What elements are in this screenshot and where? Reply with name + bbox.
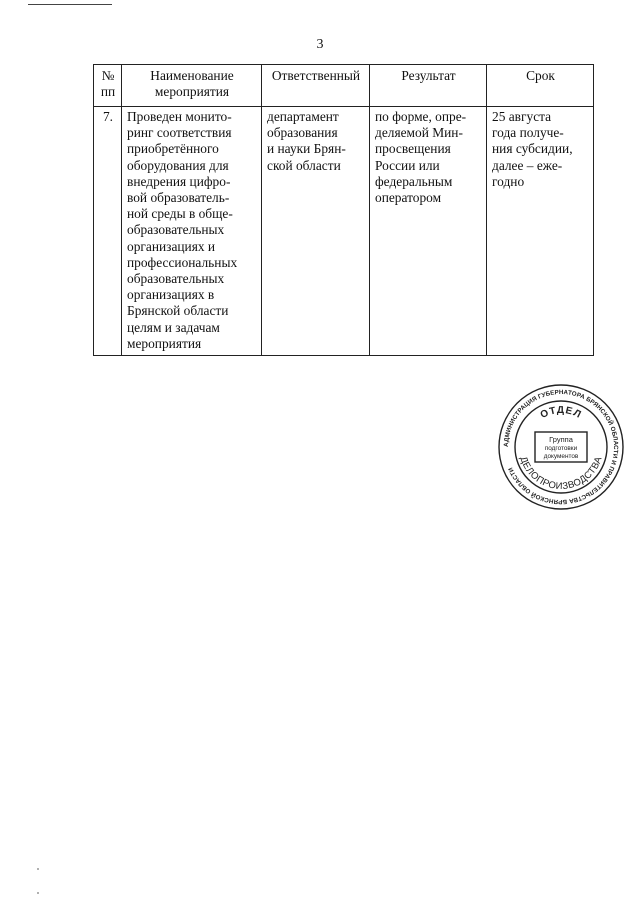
text-line: № xyxy=(101,68,115,83)
row-name xyxy=(122,107,262,356)
seal-outer-text: АДМИНИСТРАЦИЯ ГУБЕРНАТОРА БРЯНСКОЙ ОБЛАСТИ И ПРАВИТЕЛЬСТВА БРЯНСКОЙ ОБЛАСТИ xyxy=(502,388,620,506)
text-line: организациях в xyxy=(127,287,215,303)
text-line: ной среды в обще- xyxy=(127,206,233,222)
header-deadline: Срок xyxy=(487,65,594,107)
text-line: Брянской области xyxy=(127,303,229,319)
text-line: образовательных xyxy=(127,222,225,238)
header-name-lines xyxy=(127,68,257,100)
text-line: по форме, опре- xyxy=(375,109,467,124)
text-line: пп xyxy=(100,84,116,100)
top-rule xyxy=(28,4,112,5)
scan-speck xyxy=(37,868,39,870)
table-header-row xyxy=(94,65,594,107)
seal-center-text xyxy=(544,435,579,460)
text-line: вой образователь- xyxy=(127,190,230,206)
text-line: профессиональных xyxy=(127,254,238,270)
text-line: ния субсидии, xyxy=(492,141,573,157)
row-result xyxy=(370,107,487,356)
seal-center-line-2: подготовки xyxy=(544,445,578,452)
header-result: Результат xyxy=(370,65,487,107)
office-seal xyxy=(497,383,625,511)
text-line: просвещения xyxy=(375,141,451,157)
table-row xyxy=(94,107,594,356)
header-responsible: Ответственный xyxy=(262,65,370,107)
seal-bottom-text: ДЕЛОПРОИЗВОДСТВА xyxy=(517,455,605,493)
text-line: оператором xyxy=(375,190,442,206)
text-line: федеральным xyxy=(375,173,453,189)
text-line: образования xyxy=(267,125,338,141)
events-table xyxy=(93,64,594,356)
text-line: мероприятия xyxy=(154,84,230,100)
text-line: России или xyxy=(375,157,440,173)
text-line: Проведен монито- xyxy=(127,109,232,124)
text-line: 25 августа xyxy=(492,109,552,124)
scan-speck xyxy=(37,892,39,894)
text-line: деляемой Мин- xyxy=(375,125,463,141)
page-number: 3 xyxy=(316,37,324,52)
row-name-lines xyxy=(127,109,257,352)
header-num xyxy=(94,65,122,107)
row-result-lines xyxy=(375,109,482,206)
text-line: внедрения цифро- xyxy=(127,173,231,189)
text-line: ской области xyxy=(267,157,341,173)
seal-top-text: ОТДЕЛ xyxy=(538,404,584,422)
text-line: целям и задачам xyxy=(127,319,220,335)
row-responsible-lines xyxy=(267,109,365,174)
text-line: приобретённого xyxy=(127,141,219,157)
header-name xyxy=(122,65,262,107)
text-line: образовательных xyxy=(127,271,225,287)
seal-center-line-1: Группа xyxy=(549,435,573,444)
text-line: годно xyxy=(492,173,525,189)
row-deadline xyxy=(487,107,594,356)
text-line: и науки Брян- xyxy=(267,141,346,157)
row-num: 7. xyxy=(94,107,122,356)
seal-center-line-3: документов xyxy=(543,453,579,460)
row-responsible xyxy=(262,107,370,356)
row-deadline-lines xyxy=(492,109,589,190)
text-line: далее – еже- xyxy=(492,157,563,173)
header-num-lines xyxy=(99,68,117,100)
text-line: оборудования для xyxy=(127,157,229,173)
text-line: мероприятия xyxy=(127,335,202,351)
text-line: департамент xyxy=(267,109,339,124)
text-line: ринг соответствия xyxy=(127,125,232,141)
text-line: года получе- xyxy=(492,125,564,141)
text-line: организациях и xyxy=(127,238,216,254)
text-line: Наименование xyxy=(150,68,234,83)
